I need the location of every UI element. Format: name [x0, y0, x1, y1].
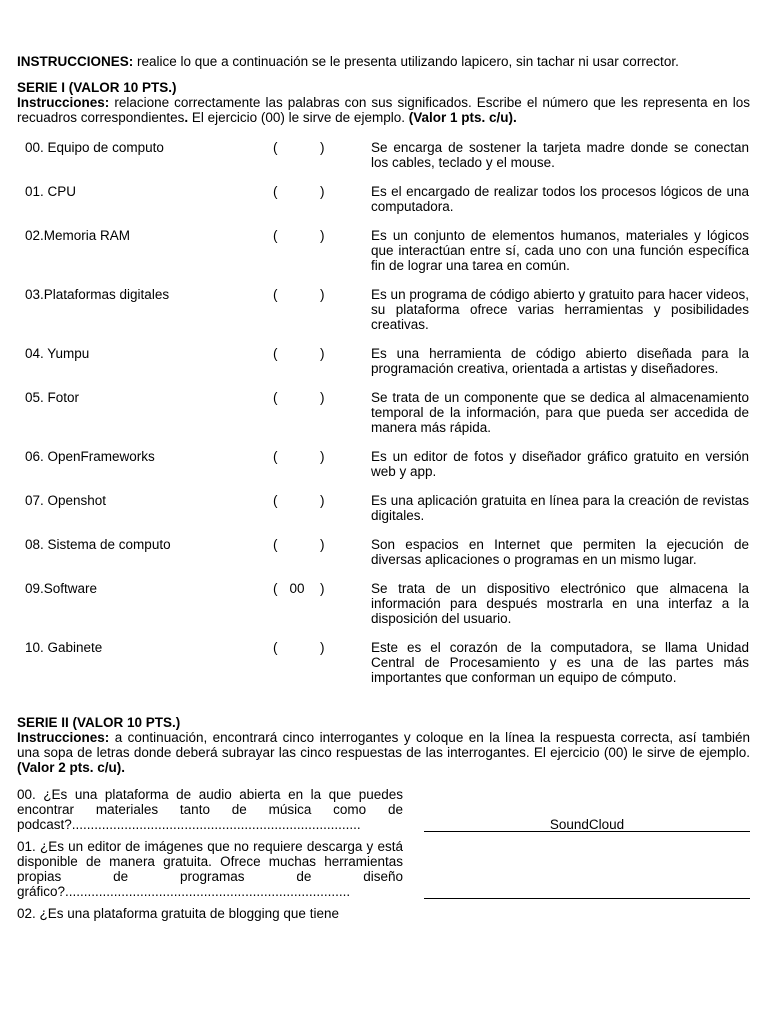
- serie-1-section: [17, 80, 750, 685]
- question-row: [17, 839, 750, 906]
- definition-text: Es una herramienta de código abierto diseñada para la programación creativa, orientada a artistas y diseñadores.: [371, 346, 749, 376]
- definition-text: Son espacios en Internet que permiten la ejecución de diversas aplicaciones o programas en un mismo lugar.: [371, 537, 749, 567]
- term-label: 09.Software: [25, 581, 98, 596]
- definition-text: Se encarga de sostener la tarjeta madre donde se conectan los cables, teclado y el mouse.: [371, 140, 749, 170]
- question-text: 01. ¿Es un editor de imágenes que no requiere descarga y está disponible de manera gratuita. Ofrece muchas herramientas propias de programas de diseño gráfico?............................................................................: [17, 839, 403, 899]
- definition-text: Este es el corazón de la computadora, se llama Unidad Central de Procesamiento y es una de las partes más importantes que conforman un equipo de cómputo.: [371, 640, 749, 685]
- matching-row: 07. Openshot ( ) Es una aplicación gratuita en línea para la creación de revistas digitales.: [17, 493, 750, 523]
- definition-text: Es una aplicación gratuita en línea para la creación de revistas digitales.: [371, 493, 749, 523]
- matching-list: [17, 140, 750, 685]
- answer-line[interactable]: [424, 884, 750, 899]
- term-label: 10. Gabinete: [25, 640, 103, 655]
- serie-2-section: [17, 715, 750, 928]
- answer-line[interactable]: SoundCloud: [424, 817, 750, 832]
- definition-text: Se trata de un componente que se dedica al almacenamiento temporal de la información, para que pueda ser accedida de manera más rápida.: [371, 390, 749, 435]
- serie-1-title: SERIE I (VALOR 10 PTS.): [17, 80, 177, 95]
- term-label: 08. Sistema de computo: [25, 537, 171, 552]
- matching-row: 02.Memoria RAM ( ) Es un conjunto de elementos humanos, materiales y lógicos que interactúan entre sí, cada uno con una función específica fin de lograr una tarea en común.: [17, 228, 750, 273]
- worksheet: [17, 54, 750, 928]
- answer-value: 00: [289, 581, 305, 596]
- term-label: 06. OpenFrameworks: [25, 449, 155, 464]
- question-list: [17, 787, 750, 928]
- instructions-text: realice lo que a continuación se le presenta utilizando lapicero, sin tachar ni usar corrector.: [133, 54, 679, 69]
- question-text: 00. ¿Es una plataforma de audio abierta en la que puedes encontrar materiales tanto de música como de podcast?.............................................................................: [17, 787, 403, 832]
- general-instructions: [17, 54, 750, 69]
- matching-row: 04. Yumpu ( ) Es una herramienta de código abierto diseñada para la programación creativa, orientada a artistas y diseñadores.: [17, 346, 750, 376]
- serie-2-title: SERIE II (VALOR 10 PTS.): [17, 715, 181, 730]
- instructions-label: INSTRUCCIONES:: [17, 54, 134, 69]
- definition-text: Es el encargado de realizar todos los procesos lógicos de una computadora.: [371, 184, 749, 214]
- term-label: 01. CPU: [25, 184, 77, 199]
- definition-text: Es un programa de código abierto y gratuito para hacer videos, su plataforma ofrece varias herramientas y posibilidades creativas.: [371, 287, 749, 332]
- matching-row: 08. Sistema de computo ( ) Son espacios en Internet que permiten la ejecución de diversas aplicaciones o programas en un mismo lugar.: [17, 537, 750, 567]
- question-text: 02. ¿Es una plataforma gratuita de blogging que tiene: [17, 906, 339, 921]
- serie-1-instructions-label: Instrucciones:: [17, 95, 110, 110]
- matching-row: 05. Fotor ( ) Se trata de un componente que se dedica al almacenamiento temporal de la información, para que pueda ser accedida de manera más rápida.: [17, 390, 750, 435]
- question-row: [17, 906, 750, 928]
- matching-row: 03.Plataformas digitales ( ) Es un programa de código abierto y gratuito para hacer videos, su plataforma ofrece varias herramientas y posibilidades creativas.: [17, 287, 750, 332]
- matching-row: 00. Equipo de computo ( ) Se encarga de sostener la tarjeta madre donde se conectan los cables, teclado y el mouse.: [17, 140, 750, 170]
- definition-text: Es un editor de fotos y diseñador gráfico gratuito en versión web y app.: [371, 449, 749, 479]
- definition-text: Se trata de un dispositivo electrónico que almacena la información para después mostrarla en una interfaz a la disposición del usuario.: [371, 581, 749, 626]
- term-label: 05. Fotor: [25, 390, 80, 405]
- serie-2-instructions-label: Instrucciones:: [17, 730, 110, 745]
- serie-2-value: (Valor 2 pts. c/u).: [17, 760, 126, 775]
- term-label: 02.Memoria RAM: [25, 228, 131, 243]
- term-label: 00. Equipo de computo: [25, 140, 164, 155]
- definition-text: Es un conjunto de elementos humanos, materiales y lógicos que interactúan entre sí, cada uno con una función específica fin de lograr una tarea en común.: [371, 228, 749, 273]
- term-label: 03.Plataformas digitales: [25, 287, 170, 302]
- matching-row: 10. Gabinete ( ) Este es el corazón de la computadora, se llama Unidad Central de Procesamiento y es una de las partes más importantes que conforman un equipo de cómputo.: [17, 640, 750, 685]
- serie-1-value: (Valor 1 pts. c/u).: [408, 110, 517, 125]
- question-row: [17, 787, 750, 839]
- term-label: 04. Yumpu: [25, 346, 90, 361]
- matching-row: 01. CPU ( ) Es el encargado de realizar todos los procesos lógicos de una computadora.: [17, 184, 750, 214]
- serie-2-instructions: Instrucciones: a continuación, encontrará cinco interrogantes y coloque en la línea la respuesta correcta, así también una sopa de letras donde deberá subrayar las cinco respuestas de las interrogantes. El ejercicio (00) le sirve de ejemplo. (Valor 2 pts. c/u).: [17, 730, 750, 775]
- term-label: 07. Openshot: [25, 493, 107, 508]
- serie-1-instructions: Instrucciones: relacione correctamente las palabras con sus significados. Escribe el número que les representa en los recuadros correspondientes. El ejercicio (00) le sirve de ejemplo. (Valor 1 pts. c/u).: [17, 95, 750, 125]
- matching-row: 09.Software ( 00 ) Se trata de un dispositivo electrónico que almacena la información para después mostrarla en una interfaz a la disposición del usuario.: [17, 581, 750, 626]
- matching-row: 06. OpenFrameworks ( ) Es un editor de fotos y diseñador gráfico gratuito en versión web y app.: [17, 449, 750, 479]
